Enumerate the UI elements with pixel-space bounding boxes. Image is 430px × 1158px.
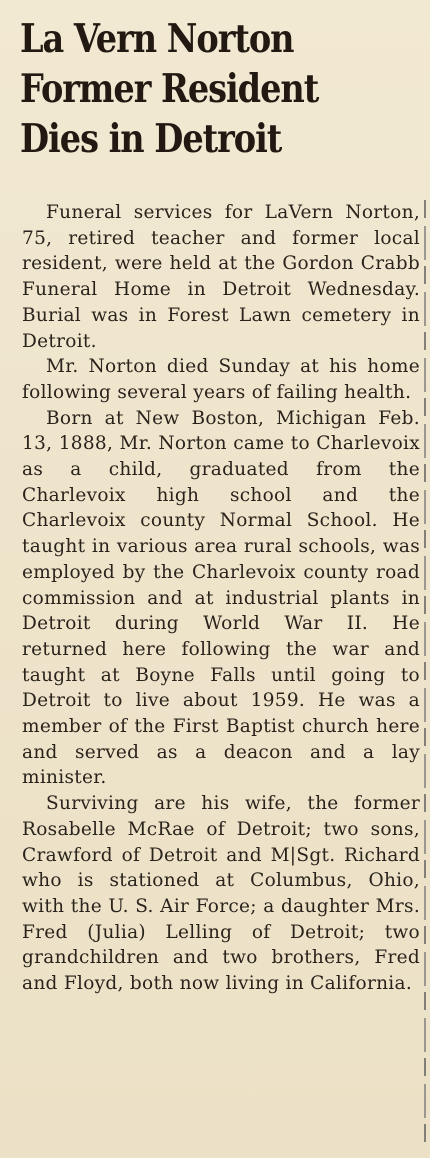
paragraph-funeral: Funeral services for LaVern Norton, 75, retired teacher and former local resident, were held at the Gordon Crabb Funeral Home in Detroit Wednesday. Burial was in Forest Lawn cemetery in Detroit.: [22, 202, 420, 352]
paragraph-death: Mr. Norton died Sunday at his home following several years of failing health.: [22, 356, 420, 403]
headline: [20, 14, 364, 164]
paragraph-biography: Born at New Boston, Michigan Feb. 13, 1888, Mr. Norton came to Charlevoix as a child, graduated from the Charlevoix high school and the Charlevoix county Normal School. He taught in various area rural schools, was employed by the Charlevoix county road commission and at industrial plants in Detroit during World War II. He returned here following the war and taught at Boyne Falls until going to Detroit to live about 1959. He was a member of the First Baptist church here and served as a deacon and a lay minister.: [22, 407, 420, 789]
headline-line-1: La Vern Norton: [20, 16, 294, 62]
paragraph-survivors: Surviving are his wife, the former Rosabelle McRae of Detroit; two sons, Crawford of Detroit and M|Sgt. Richard who is stationed at Columbus, Ohio, with the U. S. Air Force; a daughter Mrs. Fred (Julia) Lelling of Detroit; two grandchildren and two brothers, Fred and Floyd, both now living in California.: [22, 793, 420, 995]
headline-line-2: Former Resident: [20, 66, 319, 112]
clipping-torn-edge: [424, 200, 426, 1150]
headline-line-3: Dies in Detroit: [20, 116, 282, 162]
article-body: [22, 200, 420, 997]
